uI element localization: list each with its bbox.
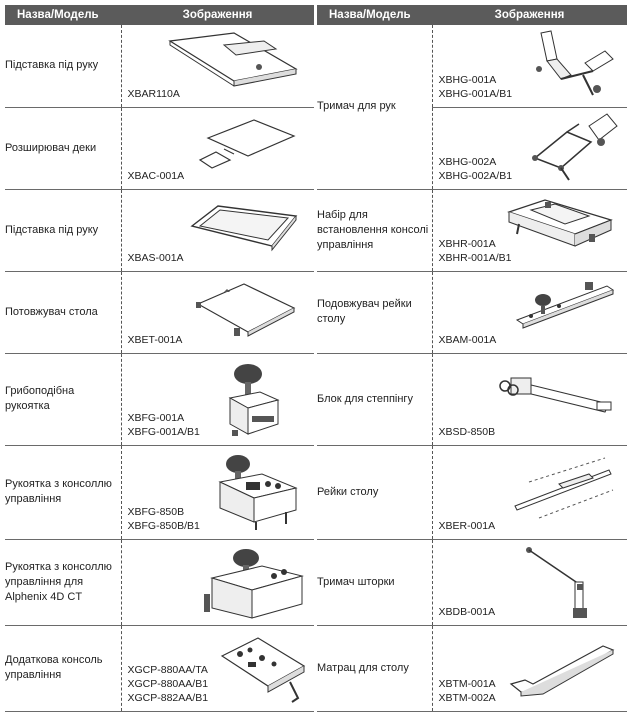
- item-name: Рукоятка з консоллю управління для Alphenix 4D CT: [5, 539, 121, 625]
- handle-console-icon: [216, 452, 300, 532]
- table-row: [317, 25, 627, 107]
- item-name: Розширювач деки: [5, 107, 121, 189]
- table-row: [317, 539, 627, 625]
- model-codes: XBTM-001A XBTM-002A: [438, 677, 496, 704]
- item-name: Потовжувач стола: [5, 271, 121, 353]
- table-extender-icon: [190, 278, 300, 342]
- table-rails-icon: [509, 454, 615, 522]
- name-model-header: Назва/Модель: [5, 5, 121, 25]
- model-codes: XBHG-001A XBHG-001A/B1: [438, 73, 513, 100]
- table-row: [5, 107, 314, 189]
- model-codes: XBFG-001A XBFG-001A/B1: [127, 411, 200, 438]
- mushroom-handle-icon: [224, 360, 284, 440]
- item-name: Набір для встановлення консолі управління: [317, 189, 432, 271]
- right-table-header: [317, 5, 627, 25]
- table-row: [5, 189, 314, 271]
- item-name: Рейки столу: [317, 445, 432, 539]
- right-accessory-table: [317, 5, 627, 712]
- model-codes: XBAC-001A: [127, 169, 185, 182]
- name-model-header: Назва/Модель: [317, 5, 432, 25]
- model-codes: XBDB-001A: [438, 605, 496, 618]
- model-codes: XBET-001A: [127, 333, 183, 346]
- model-codes: XBER-001A: [438, 519, 496, 532]
- table-row: [5, 271, 314, 353]
- item-name: Матрац для столу: [317, 625, 432, 711]
- arm-board-icon: [164, 31, 304, 89]
- item-name: Грибоподібна рукоятка: [5, 353, 121, 445]
- model-codes: XBHR-001A XBHR-001A/B1: [438, 237, 512, 264]
- model-codes: XGCP-880AA/TA XGCP-880AA/B1 XGCP-882AA/B1: [127, 663, 209, 704]
- table-row: [5, 445, 314, 539]
- hand-holder-2-icon: [521, 112, 621, 184]
- model-codes: XBHG-002A XBHG-002A/B1: [438, 155, 513, 182]
- aux-console-icon: [218, 632, 308, 706]
- curtain-holder-icon: [523, 544, 603, 622]
- model-codes: XBAM-001A: [438, 333, 497, 346]
- item-name: Додаткова консоль управління: [5, 625, 121, 711]
- table-row: [5, 539, 314, 625]
- left-accessory-table: [5, 5, 314, 712]
- table-row: [317, 189, 627, 271]
- item-name: Тримач шторки: [317, 539, 432, 625]
- arm-tray-icon: [188, 200, 304, 254]
- table-row: [5, 25, 314, 107]
- model-codes: XBSD-850B: [438, 425, 496, 438]
- table-row: [317, 353, 627, 445]
- item-name: Блок для степпінгу: [317, 353, 432, 445]
- model-codes: XBAR110A: [127, 87, 180, 100]
- table-row: [5, 353, 314, 445]
- table-row: [5, 625, 314, 711]
- left-table-header: [5, 5, 314, 25]
- table-row: [317, 625, 627, 711]
- item-name: Тримач для рук: [317, 25, 432, 189]
- deck-extender-icon: [194, 116, 302, 174]
- table-row: [317, 271, 627, 353]
- model-codes: XBFG-850B XBFG-850B/B1: [127, 505, 200, 532]
- item-name: Рукоятка з консоллю управління: [5, 445, 121, 539]
- item-name: Підставка під руку: [5, 189, 121, 271]
- console-mount-kit-icon: [505, 196, 615, 260]
- model-codes: XBAS-001A: [127, 251, 184, 264]
- image-header: Зображення: [121, 5, 314, 25]
- image-header: Зображення: [432, 5, 627, 25]
- rail-extender-icon: [515, 276, 619, 336]
- handle-console-4dct-icon: [202, 546, 306, 620]
- stepping-unit-icon: [497, 364, 617, 420]
- hand-holder-icon: [527, 29, 617, 101]
- item-name: Подовжувач рейки столу: [317, 271, 432, 353]
- table-row: [317, 445, 627, 539]
- item-name: Підставка під руку: [5, 25, 121, 107]
- table-mattress-icon: [505, 636, 617, 700]
